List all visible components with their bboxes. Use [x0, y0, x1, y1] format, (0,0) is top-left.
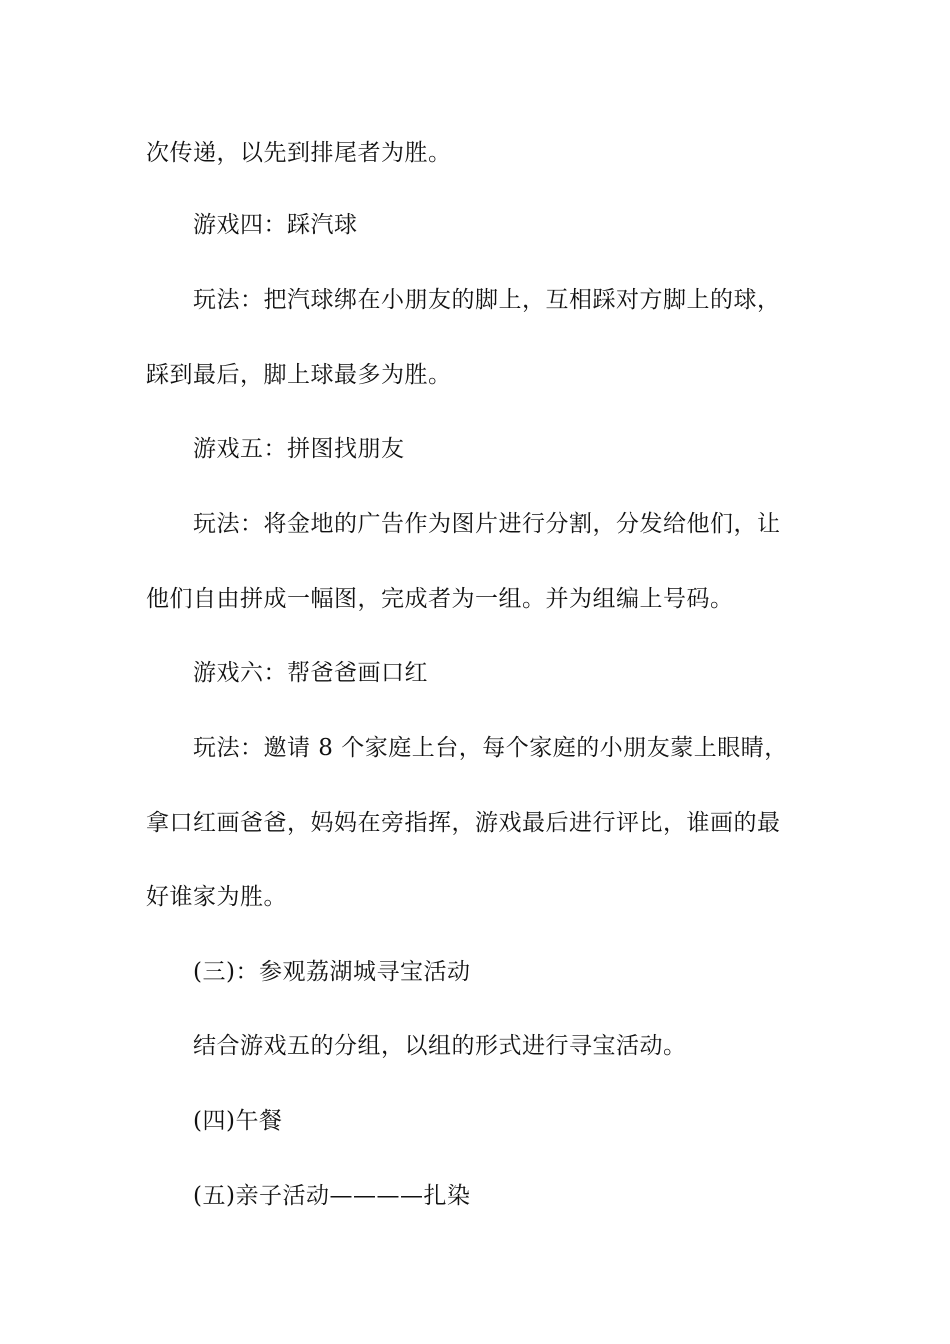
- paragraph-line: 次传递，以先到排尾者为胜。: [146, 140, 452, 166]
- section-four-heading: (四)午餐: [193, 1108, 283, 1134]
- paragraph-line: 玩法：把汽球绑在小朋友的脚上，互相踩对方脚上的球，: [193, 287, 781, 313]
- game-five-heading: 游戏五：拼图找朋友: [193, 436, 405, 462]
- paragraph-line: 好谁家为胜。: [146, 884, 287, 910]
- game-four-heading: 游戏四：踩汽球: [193, 212, 358, 238]
- section-five-heading: (五)亲子活动————扎染: [193, 1183, 471, 1209]
- game-six-heading: 游戏六：帮爸爸画口红: [193, 660, 428, 686]
- paragraph-line: 踩到最后，脚上球最多为胜。: [146, 362, 452, 388]
- paragraph-line: 玩法：将金地的广告作为图片进行分割，分发给他们，让: [193, 511, 781, 537]
- section-three-heading: (三)：参观荔湖城寻宝活动: [193, 959, 471, 985]
- paragraph-line: 他们自由拼成一幅图，完成者为一组。并为组编上号码。: [146, 586, 734, 612]
- paragraph-line: 结合游戏五的分组，以组的形式进行寻宝活动。: [193, 1033, 687, 1059]
- paragraph-line: 拿口红画爸爸，妈妈在旁指挥，游戏最后进行评比，谁画的最: [146, 810, 781, 836]
- paragraph-line: 玩法：邀请 8 个家庭上台，每个家庭的小朋友蒙上眼睛，: [193, 735, 788, 761]
